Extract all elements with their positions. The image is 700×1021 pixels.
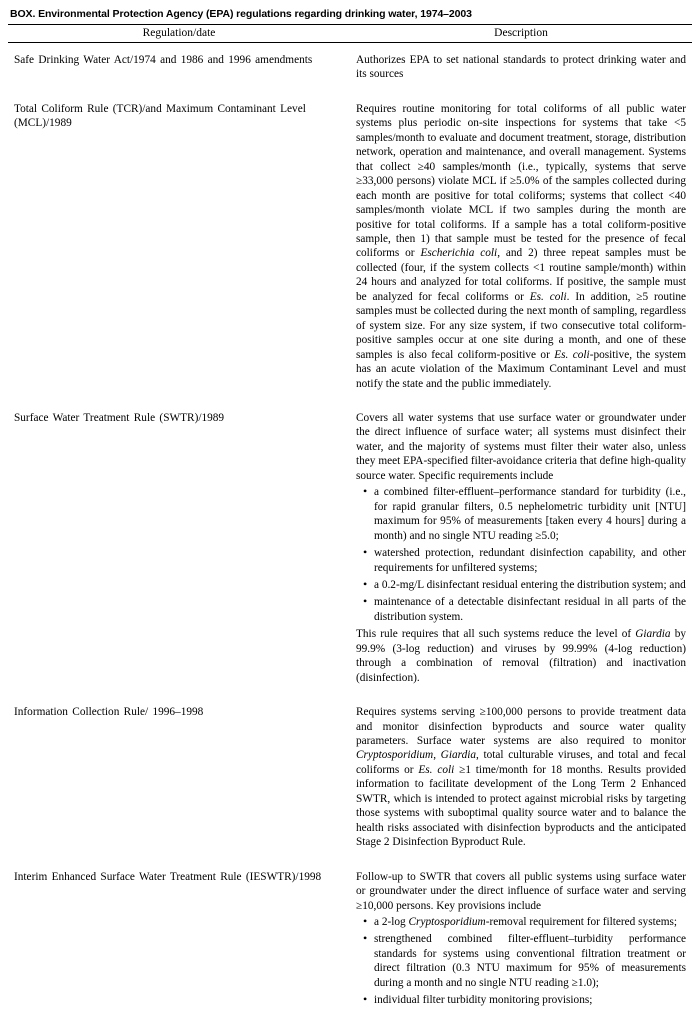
table-header-row xyxy=(8,25,692,43)
regulation-cell xyxy=(8,860,350,1021)
column-header-regulation: Regulation/date xyxy=(8,25,350,43)
table-row xyxy=(8,92,692,401)
description-text: Authorizes EPA to set national standards to protect drinking water and its sources xyxy=(356,54,686,81)
description-cell xyxy=(350,92,692,401)
regulation-name: Total Coliform Rule (TCR)/and Maximum Contaminant Level (MCL)/1989 xyxy=(14,102,306,130)
regulation-cell xyxy=(8,401,350,695)
table-row xyxy=(8,401,692,695)
description-text: Follow-up to SWTR that covers all public systems using surface water or groundwater under the direct influence of surface water and serving ≥10,000 persons. Key provisions include xyxy=(356,870,686,912)
description-cell xyxy=(350,43,692,92)
list-item: • a combined filter-effluent–performance standard for turbidity (i.e., for rapid granular filters, 0.5 nephelometric turbidity unit [NTU] maximum for 95% of measurements [taken every 4 hours] during a month) and no single NTU reading ≥5.0; xyxy=(374,485,686,543)
column-header-description: Description xyxy=(350,25,692,43)
description-text: Requires routine monitoring for total coliforms of all public water systems plus periodic on-site inspections for systems that take <5 samples/month to evaluate and document treatment, storage, distribution network, operation and maintenance, and overall management. Systems that collect ≥40 samples/month (i.e., typically, systems that serve ≥33,000 persons) violate MCL if ≥5.0% of the samples collected during each month are positive for total coliforms; systems that collect <40 samples/month violate MCL if two samples during the month are positive for total coliforms. If a sample has a total coliform-positive sample, then 1) that sample must be tested for the presence of fecal coliforms or Escherichia coli, and 2) three repeat samples must be collected (four, if the system collects <1 routine sample/month) within 24 hours and analyzed for total coliforms. If positive, the sample must be analyzed for fecal coliforms or Es. coli. In addition, ≥5 routine samples must be collected during the next month of sampling, regardless of system size. For any size system, if two consecutive total coliform-positive samples occur at one site during a month, and one of these samples is also fecal coliform-positive or Es. coli-positive, the system has an acute violation of the Maximum Contaminant Level and must notify the state and the public immediately. xyxy=(356,102,686,390)
list-item: • a 0.2-mg/L disinfectant residual entering the distribution system; and xyxy=(374,578,686,592)
regulation-cell xyxy=(8,695,350,860)
table-row xyxy=(8,43,692,92)
description-text: Requires systems serving ≥100,000 persons to provide treatment data and monitor disinfection byproducts and source water quality parameters. Surface water systems are also required to monitor Cryptosporidium, Giardia, total culturable viruses, and total and fecal coliforms or Es. coli ≥1 time/month for 18 months. Results provided information to facilitate development of the Long Term 2 Enhanced SWTR, which is intended to protect against microbial risks by targeting those systems with suboptimal quality source water and to balance the health risks associated with disinfection byproducts and the anticipated Stage 2 Disinfection Byproduct Rule. xyxy=(356,706,687,849)
table-row xyxy=(8,860,692,1021)
description-text-after: This rule requires that all such systems reduce the level of Giardia by 99.9% (3-log reduction) and viruses by 99.99% (4-log reduction) through a combination of removal (filtration) and inactivation (disinfection). xyxy=(356,628,686,684)
table-row xyxy=(8,695,692,860)
list-item: • strengthened combined filter-effluent–turbidity performance standards for systems using conventional filtration treatment or direct filtration (0.3 NTU maximum for 95% of measurements during a month and no single NTU reading ≥1.0); xyxy=(374,932,686,990)
list-item: • a 2-log Cryptosporidium-removal requirement for filtered systems; xyxy=(374,915,686,929)
description-cell xyxy=(350,860,692,1021)
regulation-name: Interim Enhanced Surface Water Treatment Rule (IESWTR)/1998 xyxy=(14,870,322,883)
regulation-cell xyxy=(8,92,350,401)
list-item: • individual filter turbidity monitoring provisions; xyxy=(374,993,686,1007)
box-title: BOX. Environmental Protection Agency (EPA) regulations regarding drinking water, 1974–2003 xyxy=(10,8,472,20)
description-bullet-list xyxy=(356,485,686,624)
regulation-name: Safe Drinking Water Act/1974 and 1986 and 1996 amendments xyxy=(14,54,313,66)
regulation-name: Information Collection Rule/ 1996–1998 xyxy=(14,706,204,719)
description-cell xyxy=(350,695,692,860)
description-cell xyxy=(350,401,692,695)
description-bullet-list xyxy=(356,915,686,1008)
regulation-name: Surface Water Treatment Rule (SWTR)/1989 xyxy=(14,411,225,424)
regulation-cell xyxy=(8,43,350,92)
list-item: • watershed protection, redundant disinfection capability, and other requirements for unfiltered systems; xyxy=(374,546,686,575)
list-item: • maintenance of a detectable disinfectant residual in all parts of the distribution system. xyxy=(374,595,686,624)
regulations-table xyxy=(8,24,692,1021)
description-text: Covers all water systems that use surface water or groundwater under the direct influence of surface water; all systems must disinfect their water, and the majority of systems must filter their water also, unless they meet EPA-specified filter-avoidance criteria that define high-quality source water. Specific requirements include xyxy=(356,411,686,482)
